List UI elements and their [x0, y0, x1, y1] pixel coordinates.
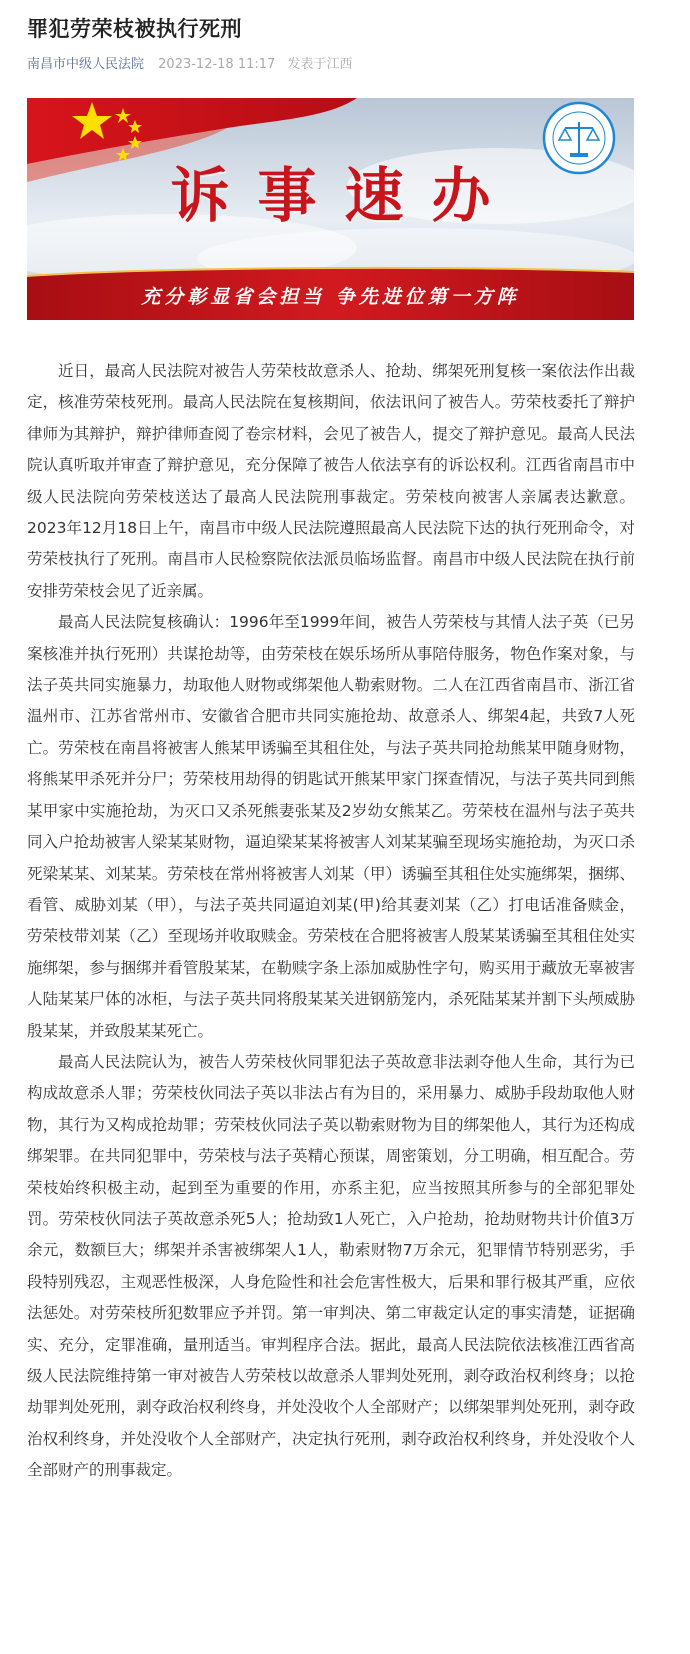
body-paragraph: 最高人民法院复核确认：1996年至1999年间，被告人劳荣枝与其情人法子英（已另案核准并执行死刑）共谋抢劫等，由劳荣枝在娱乐场所从事陪侍服务，物色作案对象，与法子英共同实施暴力，劫取他人财物或绑架他人勒索财物。二人在江西省南昌市、浙江省温州市、江苏省常州市、安徽省合肥市共同实施抢劫、故意杀人、绑架4起，共致7人死亡。劳荣枝在南昌将被害人熊某甲诱骗至其租住处，与法子英共同抢劫熊某甲随身财物，将熊某甲杀死并分尸；劳荣枝用劫得的钥匙试开熊某甲家门探查情况，与法子英共同到熊某甲家中实施抢劫，为灭口又杀死熊妻张某及2岁幼女熊某乙。劳荣枝在温州与法子英共同入户抢劫被害人梁某某财物，逼迫梁某某将被害人刘某某骗至现场实施抢劫，为灭口杀死梁某某、刘某某。劳荣枝在常州将被害人刘某（甲）诱骗至其租住处实施绑架，捆绑、看管、威胁刘某（甲），与法子英共同逼迫刘某(甲)给其妻刘某（乙）打电话准备赎金，劳荣枝带刘某（乙）至现场并收取赎金。劳荣枝在合肥将被害人殷某某诱骗至其租住处实施绑架，参与捆绑并看管殷某某，在勒赎字条上添加威胁性字句，购买用于藏放无辜被害人陆某某尸体的冰柜，与法子英共同将殷某某关进钢筋笼内，杀死陆某某并割下头颅威胁殷某某，并致殷某某死亡。 [27, 613, 635, 1040]
watermark-label: @安徽商报 [305, 1569, 381, 1588]
watermark-anhui-shangbao [275, 1567, 380, 1589]
banner-headline: 诉事速办 [170, 161, 519, 230]
weibo-icon [555, 1567, 581, 1589]
weibo-icon [275, 1567, 301, 1589]
publish-time: 2023-12-18 11:17 [158, 57, 276, 72]
account-name-link[interactable]: 南昌市中级人民法院 [27, 57, 145, 72]
watermark-label: @新华社 [585, 1569, 646, 1588]
article-meta [27, 53, 352, 72]
banner-slogan: 充分彰显省会担当 争先进位第一方阵 [141, 286, 520, 308]
watermark-xinhua [555, 1567, 645, 1589]
body-paragraph: 近日，最高人民法院对被告人劳荣枝故意杀人、抢劫、绑架死刑复核一案依法作出裁定，核准劳荣枝死刑。最高人民法院在复核期间，依法讯问了被告人。劳荣枝委托了辩护律师为其辩护，辩护律师查阅了卷宗材料，会见了被告人，提交了辩护意见。最高人民法院认真听取并审查了辩护意见，充分保障了被告人依法享有的诉讼权利。江西省南昌市中级人民法院向劳荣枝送达了最高人民法院刑事裁定。劳荣枝向被害人亲属表达歉意。2023年12月18日上午，南昌市中级人民法院遵照最高人民法院下达的执行死刑命令，对劳荣枝执行了死刑。南昌市人民检察院依法派员临场监督。南昌市中级人民法院在执行前安排劳荣枝会见了近亲属。 [27, 362, 635, 600]
article-body [27, 356, 635, 1487]
body-paragraph: 最高人民法院认为，被告人劳荣枝伙同罪犯法子英故意非法剥夺他人生命，其行为已构成故意杀人罪；劳荣枝伙同法子英以非法占有为目的，采用暴力、威胁手段劫取他人财物，其行为又构成抢劫罪；劳荣枝伙同法子英以勒索财物为目的绑架他人，其行为还构成绑架罪。在共同犯罪中，劳荣枝与法子英精心预谋，周密策划，分工明确，相互配合。劳荣枝始终积极主动，起到至为重要的作用，亦系主犯，应当按照其所参与的全部犯罪处罚。劳荣枝伙同法子英故意杀死5人；抢劫致1人死亡，入户抢劫，抢劫财物共计价值3万余元，数额巨大；绑架并杀害被绑架人1人，勒索财物7万余元，犯罪情节特别恶劣，手段特别残忍，主观恶性极深，人身危险性和社会危害性极大，后果和罪行极其严重，应依法惩处。对劳荣枝所犯数罪应予并罚。第一审判决、第二审裁定认定的事实清楚，证据确实、充分，定罪准确，量刑适当。审判程序合法。据此，最高人民法院依法核准江西省高级人民法院维持第一审对被告人劳荣枝以故意杀人罪判处死刑，剥夺政治权利终身；以抢劫罪判处死刑，剥夺政治权利终身，并处没收个人全部财产；以绑架罪判处死刑，剥夺政治权利终身，并处没收个人全部财产，决定执行死刑，剥夺政治权利终身，并处没收个人全部财产的刑事裁定。 [27, 1052, 635, 1480]
article-title: 罪犯劳荣枝被执行死刑 [27, 17, 242, 41]
publish-location: 发表于江西 [287, 57, 353, 72]
